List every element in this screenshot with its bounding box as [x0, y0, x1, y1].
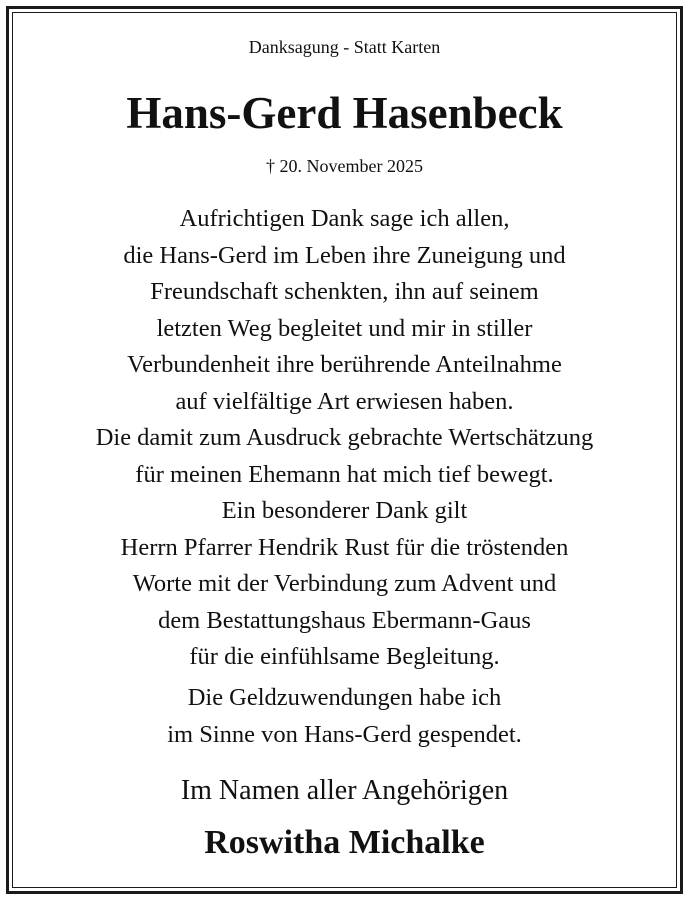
notice-header: Danksagung - Statt Karten [248, 37, 441, 57]
text-line: Worte mit der Verbindung zum Advent und [132, 570, 557, 597]
text-line: Die Geldzuwendungen habe ich [187, 684, 502, 711]
text-line: auf vielfältige Art erwiesen haben. [175, 387, 514, 415]
text-line: Aufrichtigen Dank sage ich allen, [179, 205, 510, 232]
text-line: für die einfühlsame Begleitung. [189, 643, 500, 670]
text-line: Herrn Pfarrer Hendrik Rust für die tröstenden [120, 533, 569, 561]
closing-line: Im Namen aller Angehörigen [180, 775, 509, 806]
text-line: im Sinne von Hans-Gerd gespendet. [167, 720, 522, 748]
deceased-name: Hans-Gerd Hasenbeck [126, 88, 563, 138]
text-line: Ein besonderer Dank gilt [221, 497, 468, 524]
text-line: die Hans-Gerd im Leben ihre Zuneigung und [123, 241, 566, 269]
text-line: letzten Weg begleitet und mir in stiller [156, 314, 533, 342]
text-line: dem Bestattungshaus Ebermann-Gaus [158, 606, 531, 634]
thanks-paragraph [0, 201, 689, 676]
text-line: Freundschaft schenkten, ihn auf seinem [150, 278, 539, 305]
text-line: Verbundenheit ihre berührende Anteilnahme [127, 351, 562, 378]
donation-paragraph [0, 680, 689, 753]
text-line: für meinen Ehemann hat mich tief bewegt. [135, 460, 554, 488]
text-line: Die damit zum Ausdruck gebrachte Wertschätzung [95, 424, 594, 451]
signature-name: Roswitha Michalke [204, 824, 485, 861]
death-date: † 20. November 2025 [266, 156, 423, 176]
